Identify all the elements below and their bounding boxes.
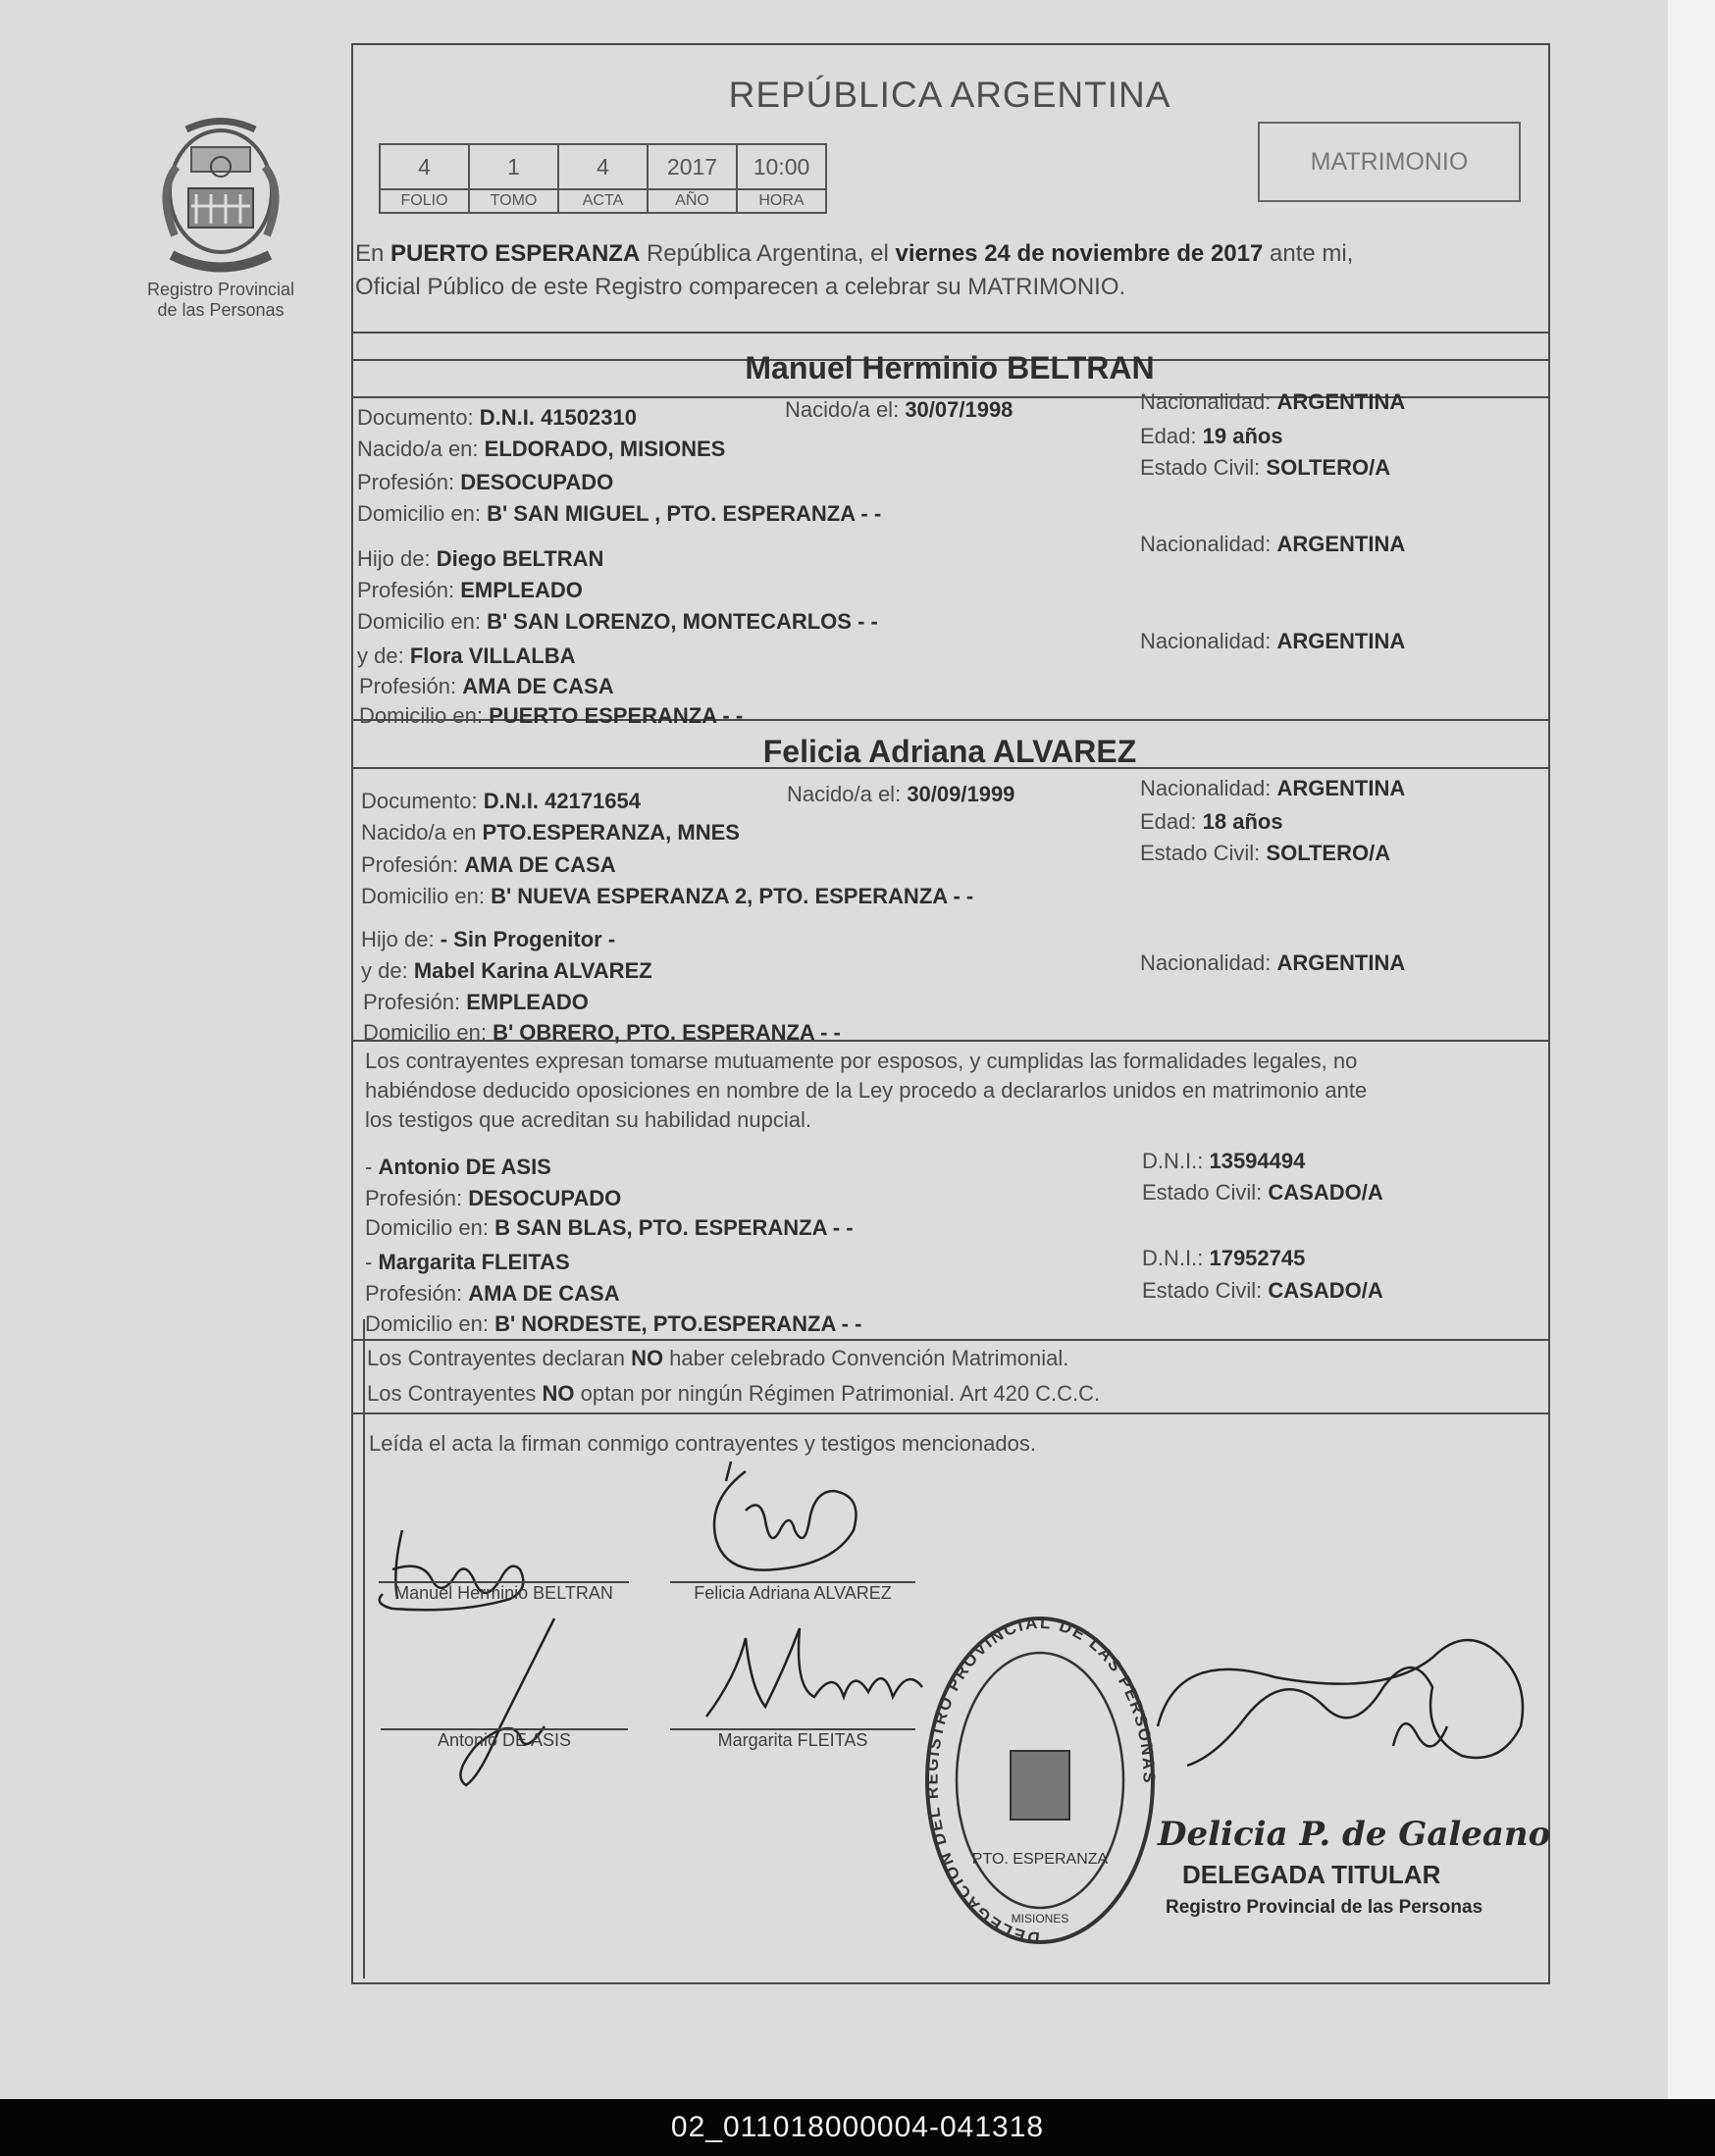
field-value: 13594494 [1209, 1149, 1306, 1173]
witness-2-signature-label: Margarita FLEITAS [717, 1730, 868, 1750]
field-value: B SAN BLAS, PTO. ESPERANZA - - [494, 1215, 854, 1240]
groom-domicilio [357, 500, 881, 528]
groom-madre-domicilio [359, 702, 743, 730]
field-value: AMA DE CASA [468, 1281, 620, 1306]
stamp-ring-text: DELEGACION DEL REGISTRO PROVINCIAL DE LAS PERSONAS [922, 1613, 1159, 1948]
field-value: B' NUEVA ESPERANZA 2, PTO. ESPERANZA - - [491, 884, 974, 908]
name-prefix: - [365, 1250, 379, 1274]
field-label: Profesión: [359, 674, 457, 698]
field-value: Diego BELTRAN [436, 546, 604, 571]
hora-value: 10:00 [737, 144, 826, 189]
intro-line2: Oficial Público de este Registro comparecen a celebrar su MATRIMONIO. [355, 274, 1126, 300]
provincial-coat-of-arms-icon [137, 108, 304, 284]
field-value: DESOCUPADO [468, 1186, 622, 1210]
declaration-line: habiéndose deducido oposiciones en nombre de la Ley procedo a declararlos unidos en matrimonio ante [365, 1078, 1368, 1103]
field-value: CASADO/A [1268, 1278, 1383, 1303]
witness-2-dni [1142, 1245, 1305, 1272]
field-value: AMA DE CASA [462, 674, 614, 698]
field-label: Nacionalidad: [1140, 532, 1272, 556]
field-value: B' SAN MIGUEL , PTO. ESPERANZA - - [487, 501, 882, 526]
field-value: - Sin Progenitor - [440, 927, 616, 951]
field-label: Domicilio en: [361, 884, 485, 908]
convention-line-1 [367, 1345, 1068, 1372]
acta-label: ACTA [558, 189, 648, 213]
stamp-side-text: MISIONES [1011, 1912, 1069, 1925]
witness-1-domicilio [365, 1214, 854, 1242]
field-label: Estado Civil: [1142, 1180, 1263, 1205]
field-value: EMPLEADO [466, 990, 589, 1014]
field-label: Domicilio en: [357, 501, 481, 526]
groom-nacionalidad [1140, 388, 1405, 416]
field-label: Edad: [1140, 809, 1197, 834]
declaration-line: los testigos que acreditan su habilidad nupcial. [365, 1107, 811, 1132]
field-value: AMA DE CASA [464, 852, 616, 877]
field-value: EMPLEADO [460, 578, 583, 602]
bride-documento [361, 788, 641, 815]
record-meta-table [379, 143, 827, 214]
intro-paragraph [355, 237, 1548, 304]
groom-madre [357, 642, 576, 670]
field-label: Documento: [357, 405, 474, 430]
bride-name: Felicia Adriana ALVAREZ [762, 734, 1137, 769]
document-type-box: MATRIMONIO [1258, 122, 1521, 202]
field-label: Estado Civil: [1140, 841, 1261, 865]
field-label: Domicilio en: [365, 1215, 489, 1240]
bride-estado-civil [1140, 840, 1390, 867]
convention-text: Los Contrayentes declaran [367, 1346, 632, 1370]
field-value: 19 años [1202, 424, 1283, 448]
official-stamp [912, 1609, 1168, 1962]
divider [363, 1319, 365, 1978]
bride-edad [1140, 808, 1283, 836]
field-label: Nacionalidad: [1140, 950, 1272, 975]
tomo-label: TOMO [469, 189, 558, 213]
field-value: Mabel Karina ALVAREZ [413, 958, 652, 983]
emblem-caption-line1: Registro Provincial [146, 280, 295, 299]
field-label: y de: [361, 958, 408, 983]
field-label: y de: [357, 643, 404, 668]
witness-2-profesion [365, 1280, 620, 1308]
field-value: ARGENTINA [1276, 389, 1406, 414]
page-edge [1668, 0, 1715, 2099]
bride-domicilio [361, 883, 973, 910]
intro-text: En [355, 240, 391, 267]
field-label: Edad: [1140, 424, 1197, 448]
field-label: Profesión: [365, 1186, 463, 1210]
emblem-caption [113, 280, 329, 321]
field-label: Profesión: [363, 990, 461, 1014]
witness-2-estado-civil [1142, 1277, 1383, 1305]
field-label: Profesión: [365, 1281, 463, 1306]
name-prefix: - [365, 1155, 379, 1179]
field-label: Nacido/a el: [785, 397, 900, 422]
field-label: Estado Civil: [1140, 455, 1261, 480]
bride-madre-profesion [363, 989, 589, 1016]
convention-text: optan por ningún Régimen Patrimonial. Art 420 C.C.C. [574, 1381, 1101, 1406]
intro-text: República Argentina, el [640, 240, 896, 267]
witness-1-name [365, 1154, 551, 1181]
convention-text: haber celebrado Convención Matrimonial. [663, 1346, 1069, 1370]
bride-madre-nacionalidad [1140, 950, 1405, 977]
divider [351, 332, 1548, 334]
field-label: Nacido/a en: [357, 436, 479, 461]
tomo-value: 1 [469, 144, 558, 189]
divider [351, 1339, 1548, 1341]
groom-padre-profesion [357, 577, 583, 604]
field-value: B' SAN LORENZO, MONTECARLOS - - [487, 609, 878, 634]
field-value: ARGENTINA [1276, 629, 1406, 653]
witness-2-domicilio [365, 1310, 861, 1338]
closing-text: Leída el acta la firman conmigo contrayentes y testigos mencionados. [369, 1431, 1036, 1456]
declaration-paragraph [365, 1047, 1546, 1135]
field-value: SOLTERO/A [1266, 841, 1391, 865]
field-value: 30/09/1999 [907, 782, 1015, 806]
bride-nacido-en [361, 819, 740, 847]
field-label: Documento: [361, 789, 478, 813]
field-label: Domicilio en: [359, 703, 483, 728]
convention-text: Los Contrayentes [367, 1381, 543, 1406]
field-value: 18 años [1202, 809, 1283, 834]
groom-padre-nacionalidad [1140, 531, 1405, 558]
field-value: Flora VILLALBA [409, 643, 576, 668]
groom-signature-label: Manuel Herminio BELTRAN [394, 1583, 613, 1603]
bride-signature-label: Felicia Adriana ALVAREZ [694, 1583, 892, 1603]
witness-1-signature-label: Antonio DE ASIS [437, 1730, 572, 1750]
bride-signature [687, 1452, 883, 1589]
field-label: Nacido/a en [361, 820, 477, 845]
folio-value: 4 [380, 144, 469, 189]
emblem-caption-line2: de las Personas [157, 300, 285, 320]
field-value: Margarita FLEITAS [378, 1250, 570, 1274]
field-label: D.N.I.: [1142, 1149, 1204, 1173]
declaration-line: Los contrayentes expresan tomarse mutuamente por esposos, y cumplidas las formalidades legales, no [365, 1049, 1358, 1073]
field-value: ARGENTINA [1276, 532, 1406, 556]
field-label: Estado Civil: [1142, 1278, 1263, 1303]
delegate-office: Registro Provincial de las Personas [1166, 1897, 1483, 1918]
field-value: Antonio DE ASIS [378, 1155, 551, 1179]
convention-no: NO [542, 1381, 575, 1406]
groom-madre-profesion [359, 673, 614, 700]
groom-edad [1140, 423, 1283, 450]
field-value: PUERTO ESPERANZA - - [489, 703, 744, 728]
witness-1-dni [1142, 1148, 1305, 1175]
convention-line-2 [367, 1380, 1100, 1408]
field-label: Profesión: [357, 578, 455, 602]
groom-name: Manuel Herminio BELTRAN [745, 350, 1155, 385]
bride-madre [361, 957, 652, 985]
witness-1-estado-civil [1142, 1179, 1383, 1206]
delegate-title: DELEGADA TITULAR [1182, 1860, 1441, 1889]
folio-label: FOLIO [380, 189, 469, 213]
groom-estado-civil [1140, 454, 1390, 482]
field-label: Profesión: [357, 470, 455, 494]
witness-2-signature [687, 1609, 942, 1736]
intro-date: viernes 24 de noviembre de 2017 [895, 240, 1264, 267]
field-value: CASADO/A [1268, 1180, 1383, 1205]
ano-label: AÑO [648, 189, 737, 213]
divider [351, 1412, 1548, 1414]
bride-profesion [361, 851, 616, 879]
witness-2-name [365, 1249, 570, 1276]
field-label: Hijo de: [361, 927, 435, 951]
bride-padre [361, 926, 615, 953]
hora-label: HORA [737, 189, 826, 213]
page-title: REPÚBLICA ARGENTINA [728, 75, 1171, 115]
witness-1-profesion [365, 1185, 621, 1212]
acta-value: 4 [558, 144, 648, 189]
groom-nacido-el [785, 396, 1013, 424]
field-label: Profesión: [361, 852, 459, 877]
field-value: B' NORDESTE, PTO.ESPERANZA - - [494, 1311, 862, 1336]
field-value: B' OBRERO, PTO. ESPERANZA - - [493, 1020, 841, 1045]
field-value: D.N.I. 42171654 [483, 789, 641, 813]
field-value: PTO.ESPERANZA, MNES [482, 820, 740, 845]
convention-no: NO [631, 1346, 664, 1370]
ano-value: 2017 [648, 144, 737, 189]
field-label: Nacido/a el: [787, 782, 902, 806]
field-value: D.N.I. 41502310 [479, 405, 637, 430]
file-identifier: 02_011018000004-041318 [0, 2099, 1715, 2156]
groom-documento [357, 404, 637, 432]
bride-nacionalidad [1140, 775, 1405, 802]
field-label: Nacionalidad: [1140, 776, 1272, 800]
groom-padre-domicilio [357, 608, 878, 636]
groom-padre [357, 545, 603, 573]
stamp-inner-text: PTO. ESPERANZA [971, 1851, 1109, 1868]
bride-madre-domicilio [363, 1019, 841, 1047]
bride-nacido-el [787, 781, 1014, 808]
field-label: Hijo de: [357, 546, 431, 571]
intro-place: PUERTO ESPERANZA [390, 240, 641, 267]
groom-madre-nacionalidad [1140, 628, 1405, 655]
witness-1-signature [432, 1609, 589, 1795]
field-value: SOLTERO/A [1266, 455, 1391, 480]
field-value: ARGENTINA [1276, 950, 1406, 975]
field-value: 17952745 [1209, 1246, 1306, 1270]
intro-text: ante mi, [1263, 240, 1354, 267]
field-value: ARGENTINA [1276, 776, 1406, 800]
field-value: 30/07/1998 [905, 397, 1013, 422]
field-label: Domicilio en: [363, 1020, 487, 1045]
field-label: Nacionalidad: [1140, 629, 1272, 653]
groom-profesion [357, 469, 613, 496]
field-value: ELDORADO, MISIONES [484, 436, 726, 461]
field-label: Nacionalidad: [1140, 389, 1272, 414]
field-value: DESOCUPADO [460, 470, 614, 494]
delegate-signature [1138, 1589, 1550, 1815]
field-label: Domicilio en: [365, 1311, 489, 1336]
field-label: D.N.I.: [1142, 1246, 1204, 1270]
field-label: Domicilio en: [357, 609, 481, 634]
groom-nacido-en [357, 436, 725, 463]
delegate-name: Delicia P. de Galeano [1158, 1815, 1551, 1854]
